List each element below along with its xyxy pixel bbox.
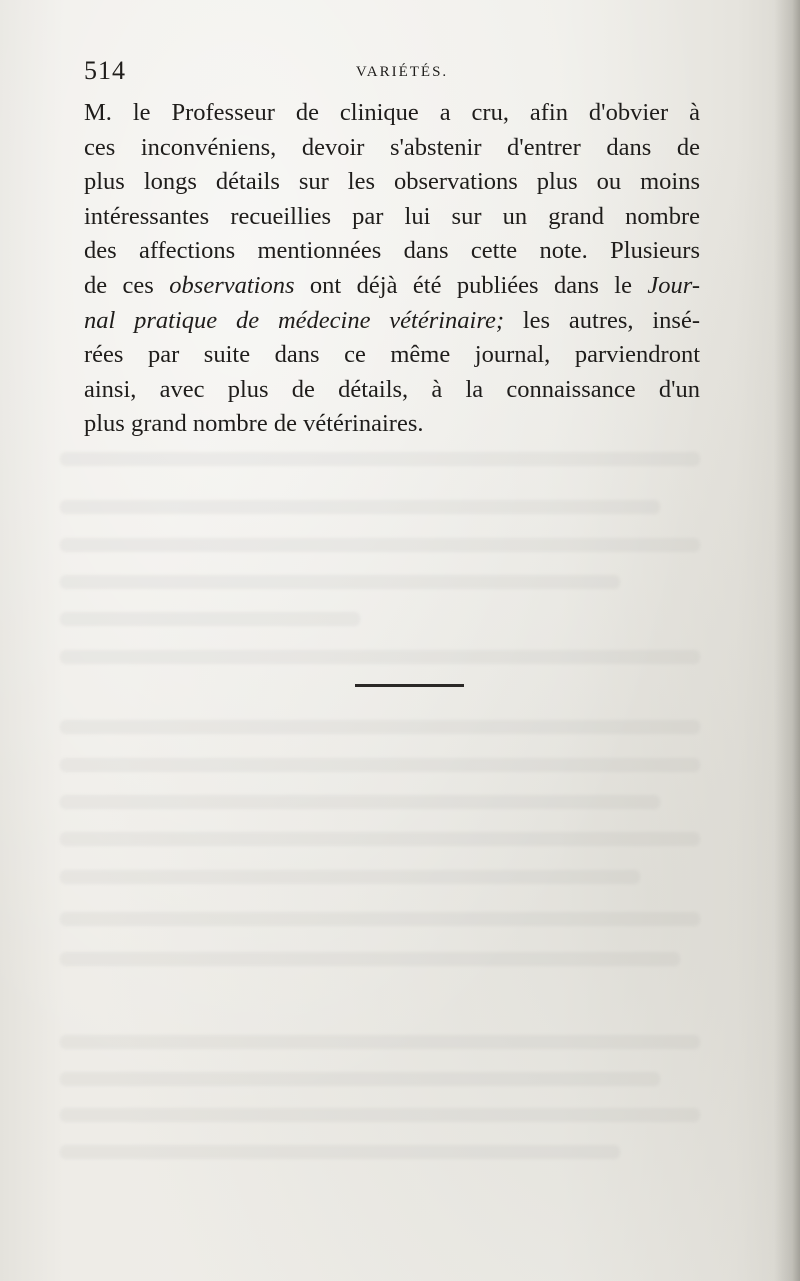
italic-journal-title: Jour-: [647, 271, 700, 299]
section-divider: [355, 684, 464, 687]
italic-term: observations: [169, 271, 295, 299]
text-line: plus longs détails sur les observations plus ou moins: [84, 168, 700, 196]
italic-journal-title: nal pratique de médecine vétérinaire;: [84, 306, 505, 334]
text-line: plus grand nombre de vétérinaires.: [84, 410, 424, 438]
text-line: des affections mentionnées dans cette note. Plusieurs: [84, 237, 700, 265]
running-head: VARIÉTÉS.: [355, 64, 449, 80]
page-header: [84, 56, 700, 92]
text-line: de ces observations ont déjà été publiées dans le Jour-: [84, 271, 700, 299]
text-line: ainsi, avec plus de détails, à la connaissance d'un: [84, 375, 700, 403]
text-line: nal pratique de médecine vétérinaire; les autres, insé-: [84, 306, 700, 334]
text-line: M. le Professeur de clinique a cru, afin d'obvier à: [84, 99, 700, 126]
page-number: 514: [84, 56, 126, 85]
text-line: intéressantes recueillies par lui sur un grand nombre: [84, 202, 700, 230]
body-paragraph: [84, 96, 700, 442]
text-line: ces inconvéniens, devoir s'abstenir d'entrer dans de: [84, 133, 700, 161]
text-line: rées par suite dans ce même journal, parviendront: [84, 341, 700, 369]
